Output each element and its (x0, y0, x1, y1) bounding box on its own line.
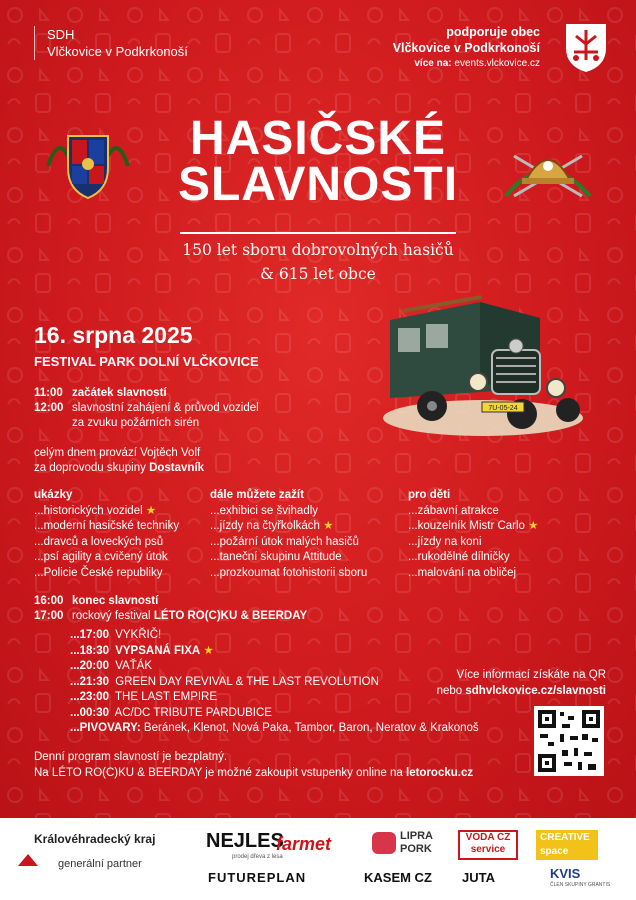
qr-code[interactable] (534, 706, 604, 776)
general-partner-name: Královéhradecký kraj (34, 832, 156, 846)
moderator-line1: celým dnem provází Vojtěch Volf (34, 447, 201, 459)
title-divider (180, 232, 456, 234)
logo-kvis-tagline: ČLEN SKUPINY GRANTIS (550, 882, 611, 888)
star-icon: ★ (203, 644, 214, 657)
schedule-afternoon (34, 594, 307, 624)
logo-nejles-tagline: prodej dřeva z lesa (232, 854, 283, 860)
subtitle-line2: & 615 let obce (260, 265, 376, 283)
subtitle-line1: 150 let sboru dobrovolných hasičů (182, 241, 454, 259)
list-item: ...malování na obličej (408, 566, 517, 579)
list-item: ...psí agility a cvičený útok (34, 551, 168, 563)
moderator-line2-prefix: za doprovodu skupiny (34, 462, 150, 474)
star-icon: ★ (323, 520, 334, 532)
list-item: ...požární útok malých hasičů (210, 535, 359, 548)
band-dostavnik: Dostavník (149, 462, 205, 474)
event-venue: FESTIVAL PARK DOLNÍ VLČKOVICE (34, 354, 259, 369)
truck-license-plate: 7U-05-24 (488, 405, 518, 412)
schedule-row-1600 (34, 594, 307, 609)
website-link[interactable]: sdhvlckovice.cz/slavnosti (465, 684, 606, 697)
list-item: ...jízdy na čtyřkolkách ★ (210, 520, 334, 532)
band-row: ...20:00 VAŤÁK (70, 660, 153, 672)
logo-farmet: farmet (276, 834, 332, 854)
event-subtitle (0, 238, 636, 286)
column-heading: ukázky (34, 489, 73, 501)
more-info-line1: Více informací získáte na QR (456, 669, 606, 681)
schedule-row-1700 (34, 609, 307, 624)
schedule-text: začátek slavností (72, 387, 167, 399)
festival-name: LÉTO RO(C)KU & BEERDAY (153, 610, 308, 622)
kraj-logo-icon (16, 852, 40, 868)
star-icon: ★ (528, 520, 539, 532)
schedule-text: rockový festival (72, 610, 154, 622)
list-item: ...historických vozidel ★ (34, 504, 157, 517)
column-experiences (210, 488, 367, 581)
logo-lipra-pork: LIPRA PORK (400, 830, 433, 855)
schedule-row-1200 (34, 401, 259, 416)
list-item: ...kouzelník Mistr Carlo ★ (408, 520, 539, 532)
village-coat-of-arms-icon (564, 22, 608, 74)
logo-kvis: KVIS (550, 866, 581, 881)
logo-voda-cz: VODA CZ service (458, 830, 518, 860)
list-item: ...exhibici se švihadly (210, 504, 319, 517)
tickets-link[interactable]: letorocku.cz (406, 766, 474, 779)
schedule-text-continued: za zvuku požárních sirén (72, 417, 200, 429)
pig-icon (372, 832, 396, 854)
column-demonstrations (34, 488, 179, 581)
partners-bar (0, 818, 636, 900)
schedule-time: 11:00 (34, 387, 63, 399)
general-partner-label: generální partner (58, 858, 142, 870)
title-line1: HASIČSKÉ (189, 112, 447, 165)
logo-futureplan: FUTUREPLAN (208, 870, 307, 885)
list-item: ...Policie České republiky (34, 566, 163, 579)
band-row: ...18:30 VYPSANÁ FIXA ★ (70, 644, 214, 657)
czech-fire-brigade-emblem-icon (44, 130, 132, 202)
logo-creative-space: CREATIVE space (536, 830, 598, 860)
schedule-morning (34, 386, 259, 431)
footer-note: Denní program slavností je bezplatný. Na LÉTO RO(C)KU & BEERDAY je možné zakoupit vstupenky online na letorocku.cz (34, 751, 474, 779)
list-item: ...prozkoumat fotohistorii sboru (210, 566, 368, 579)
title-line2: SLAVNOSTI (177, 158, 459, 211)
band-row: ...00:30 AC/DC TRIBUTE PARDUBICE (70, 706, 272, 719)
support-line2: Vlčkovice v Podkrkonoší (392, 41, 540, 55)
more-info: Více informací získáte na QR nebo sdhvlckovice.cz/slavnosti (436, 669, 606, 697)
logo-kasem-cz: KASEM CZ (364, 870, 432, 885)
schedule-time: 16:00 (34, 595, 64, 607)
column-heading: dále můžete zažít (210, 489, 304, 501)
list-item: ...dravců a loveckých psů (34, 535, 164, 548)
band-row: ...21:30 GREEN DAY REVIVAL & THE LAST REVOLUTION (70, 675, 379, 688)
schedule-text: slavnostní zahájení & průvod vozidel (72, 402, 259, 414)
breweries-row: ...PIVOVARY: Beránek, Klenot, Nová Paka, Tambor, Baron, Neratov & Krakonoš (70, 722, 479, 734)
column-heading: pro děti (408, 489, 451, 501)
logo-juta: JUTA (462, 870, 495, 885)
organizer-line1: SDH (47, 27, 75, 42)
organizer-block (34, 26, 188, 60)
star-icon: ★ (145, 504, 157, 517)
band-lineup (70, 628, 479, 737)
moderator-info (34, 446, 204, 476)
support-line1: podporuje obec (446, 25, 540, 39)
organizer-line2: Vlčkovice v Podkrkonoší (47, 44, 188, 59)
vintage-fire-truck-illustration (372, 290, 594, 440)
event-date: 16. srpna 2025 (34, 322, 193, 348)
list-item: ...taneční skupinu Attitude (210, 551, 342, 563)
column-kids (408, 488, 538, 581)
support-block (393, 24, 540, 72)
schedule-time: 12:00 (34, 402, 64, 414)
more-label: více na: (414, 58, 452, 69)
logo-nejles: NEJLES (206, 830, 284, 852)
list-item: ...moderní hasičské techniky (34, 520, 180, 532)
band-row: ...23:00 THE LAST EMPIRE (70, 691, 218, 703)
footer-line1: Denní program slavností je bezplatný. (34, 751, 228, 763)
list-item: ...zábavní atrakce (408, 504, 499, 517)
fire-brigade-helmet-emblem-icon (500, 136, 596, 208)
schedule-time: 17:00 (34, 610, 64, 622)
band-row: ...17:00 VYKŘIČ! (70, 629, 162, 641)
schedule-text: konec slavností (72, 595, 159, 607)
more-url[interactable]: events.vlckovice.cz (454, 58, 540, 69)
list-item: ...jízdy na koni (408, 535, 482, 548)
schedule-row-1100 (34, 386, 259, 401)
list-item: ...rukodělné dílničky (408, 551, 510, 563)
